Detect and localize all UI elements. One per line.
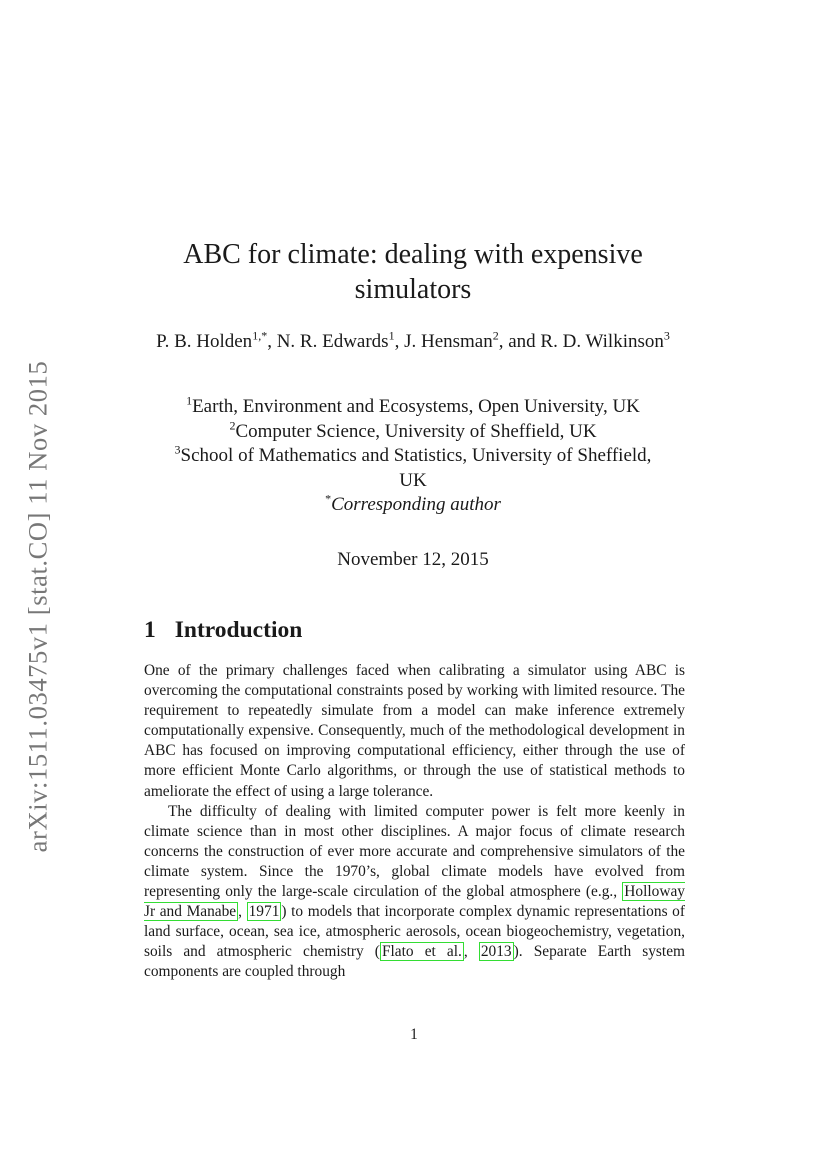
author-affiliation-mark: 1,* bbox=[252, 328, 268, 343]
affiliation-2: $^2$Computer Science, University of Sheffield, UK bbox=[229, 418, 597, 442]
title-line-1: ABC for climate: dealing with expensive bbox=[183, 239, 643, 270]
author-list: P. B. Holden$^{1,*}$, N. R. Edwards$^1$, J. Hensman$^2$, and R. D. Wilkinson$^3$ bbox=[156, 328, 670, 352]
citation-link-author[interactable]: Flato et al. bbox=[381, 943, 462, 961]
paper-date: November 12, 2015 bbox=[337, 549, 489, 570]
page-number: 1 bbox=[410, 1026, 418, 1043]
author-name: P. B. Holden bbox=[156, 331, 253, 352]
author-affiliation-mark: 1 bbox=[388, 328, 395, 343]
author-name: R. D. Wilkinson bbox=[540, 331, 664, 352]
author-name: J. Hensman bbox=[404, 331, 493, 352]
affiliation-3-continued: UK bbox=[399, 469, 427, 491]
author-affiliation-mark: 2 bbox=[492, 328, 499, 343]
section-title: Introduction bbox=[174, 617, 303, 643]
arxiv-identifier: arXiv:1511.03475v1 [stat.CO] 11 Nov 2015 bbox=[22, 360, 53, 852]
affiliation-3: $^3$School of Mathematics and Statistics, University of Sheffield, bbox=[174, 442, 652, 466]
affiliation-1: $^1$Earth, Environment and Ecosystems, Open University, UK bbox=[186, 393, 640, 417]
paragraph-1: One of the primary challenges faced when calibrating a simulator using ABC is overcoming the computational constraints posed by working with limited resource. The requirement to repeatedly simulate from a model can make inference extremely computationally expensive. Consequently, much of the methodological development in ABC has focused on improving computational efficiency, either through the use of more efficient Monte Carlo algorithms, or through the use of statistical methods to ameliorate the effect of using a large tolerance. bbox=[144, 662, 685, 800]
section-heading bbox=[144, 617, 302, 644]
section-number: 1 bbox=[144, 617, 156, 643]
title-line-2: simulators bbox=[354, 274, 472, 305]
author-name: N. R. Edwards bbox=[276, 331, 389, 352]
author-affiliation-mark: 3 bbox=[663, 328, 670, 343]
paper-title bbox=[120, 237, 706, 307]
section-body bbox=[144, 661, 685, 983]
citation-link-author[interactable]: Holloway Jr and Manabe bbox=[144, 883, 685, 921]
paragraph-2: The difficulty of dealing with limited computer power is felt more keenly in climate science than in most other disciplines. A major focus of climate research concerns the construction of ever more accurate and comprehensive simulators of the climate system. Since the 1970’s, global climate models have evolved from representing only the large-scale circulation of the global atmosphere (e.g., Holloway Jr and Manabe , 1971 ) to models that incorporate complex dynamic representations of land surface, ocean, sea ice, atmospheric aerosols, ocean biogeochemistry, vegetation, soils and atmospheric chemistry ( Flato et al. , 2013 ). Separate Earth system components are coupled through bbox=[144, 802, 685, 981]
arxiv-stamp bbox=[18, 346, 58, 866]
corresponding-author-note: *Corresponding author bbox=[325, 491, 501, 515]
citation-link-year[interactable]: 1971 bbox=[248, 903, 280, 921]
citation-link-year[interactable]: 2013 bbox=[480, 943, 512, 961]
affiliations bbox=[120, 395, 706, 518]
